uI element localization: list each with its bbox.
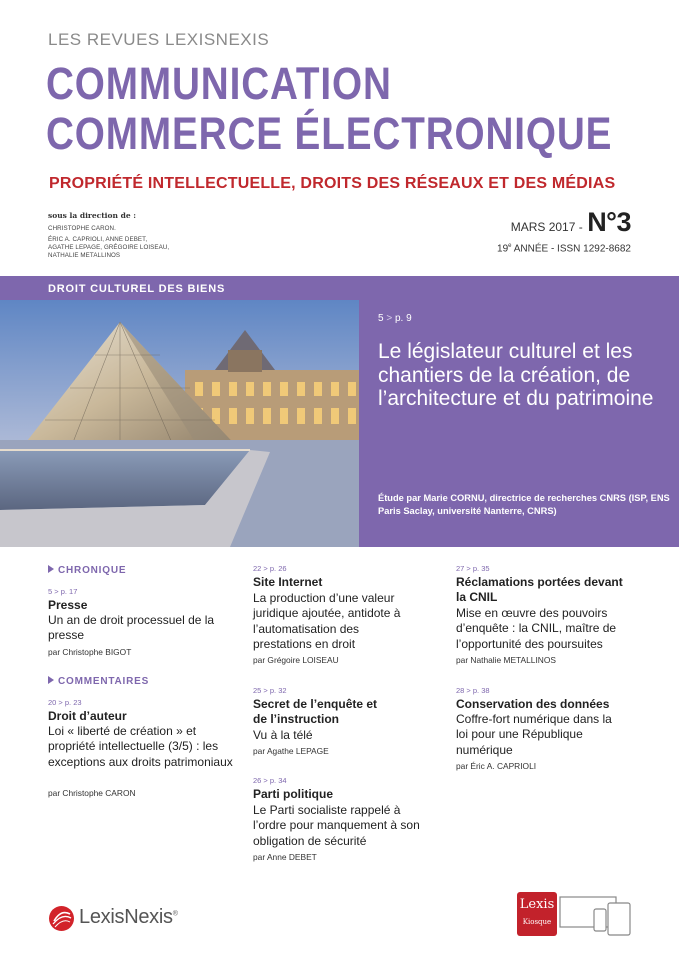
article-ref: 22 > p. 26 — [253, 564, 287, 573]
article-author: par Grégoire LOISEAU — [253, 655, 339, 665]
issue-number: N°3 — [587, 207, 631, 237]
article-head[interactable]: Réclamations portées devant la CNIL — [456, 575, 623, 604]
article-body: La production d’une valeur juridique ajoutée, antidote à l’automatisation des prestations en droit — [253, 591, 401, 651]
article-head[interactable]: Parti politique — [253, 787, 334, 801]
article-ref: 28 > p. 38 — [456, 686, 490, 695]
article-ref: 25 > p. 32 — [253, 686, 287, 695]
article-body: Le Parti socialiste rappelé à l’ordre pour manquement à son obligation de sécurité — [253, 803, 420, 848]
article-body: Mise en œuvre des pouvoirs d’enquête : la CNIL, maître de l’opportunité des poursuites — [456, 606, 617, 651]
cover-photo-louvre — [0, 300, 359, 547]
feature-ref-num: 5 — [378, 313, 384, 324]
article-head[interactable]: Conservation des données — [456, 697, 610, 711]
issue-date: MARS 2017 - — [510, 220, 583, 234]
article-head[interactable]: Site Internet — [253, 575, 323, 589]
triangle-bullet-icon — [48, 565, 54, 573]
feature-ref-page: p. 9 — [394, 313, 412, 324]
direction-line: ÉRIC A. CAPRIOLI, ANNE DEBET, — [48, 236, 148, 243]
lexisnexis-logo-text — [79, 906, 178, 929]
journal-subtitle: PROPRIÉTÉ INTELLECTUELLE, DROITS DES RÉSEAUX ET DES MÉDIAS — [49, 175, 616, 192]
article-author: par Éric A. CAPRIOLI — [456, 761, 537, 771]
device-icons — [558, 895, 633, 939]
feature-byline: Étude par Marie CORNU, directrice de recherches CNRS (ISP, ENS Paris Saclay, université Nanterre, CNRS) — [378, 493, 670, 516]
article-ref: 26 > p. 34 — [253, 776, 287, 785]
article-body: Vu à la télé — [253, 728, 313, 742]
feature-title[interactable]: Le législateur culturel et les chantiers de la création, de l’architecture et du patrimoine — [378, 340, 654, 410]
direction-line: NATHALIE METALLINOS — [48, 252, 121, 259]
logo-wordmark: LexisNexis — [79, 906, 173, 928]
logo-registered: ® — [172, 910, 178, 918]
issue-year-rest: ANNÉE - ISSN 1292-8682 — [511, 243, 631, 255]
article-head[interactable]: Secret de l’enquête et de l’instruction — [253, 697, 378, 726]
kiosque-label-2: Kiosque — [522, 918, 552, 926]
direction-line: AGATHE LEPAGE, GRÉGOIRE LOISEAU, — [48, 244, 170, 251]
kiosque-label-1: Lexis — [519, 897, 555, 912]
section-commentaires — [48, 676, 149, 687]
issue-year — [497, 243, 631, 254]
section-label: CHRONIQUE — [58, 565, 127, 576]
journal-title-line1: COMMUNICATION — [46, 58, 392, 109]
article-ref: 27 > p. 35 — [456, 564, 490, 573]
article-ref: 20 > p. 23 — [48, 698, 82, 707]
direction-line: CHRISTOPHE CARON. — [48, 225, 116, 232]
article-head[interactable]: Droit d’auteur — [48, 709, 127, 723]
article-author: par Anne DEBET — [253, 852, 317, 862]
article-author: par Christophe BIGOT — [48, 647, 132, 657]
direction-label: sous la direction de : — [48, 211, 136, 220]
triangle-bullet-icon — [48, 676, 54, 684]
feature-ref[interactable] — [378, 313, 412, 324]
article-body: Un an de droit processuel de la presse — [48, 613, 215, 643]
article-body: Loi « liberté de création » et propriété intellectuelle (3/5) : les exceptions aux droits patrimoniaux — [48, 724, 233, 769]
article-author: par Agathe LEPAGE — [253, 746, 329, 756]
issue-year-sup: e — [508, 243, 512, 249]
section-banner-label: DROIT CULTUREL DES BIENS — [48, 283, 226, 295]
article-head[interactable]: Presse — [48, 598, 88, 612]
article-author: par Nathalie METALLINOS — [456, 655, 556, 665]
article-ref: 5 > p. 17 — [48, 587, 78, 596]
feature-ref-arrow: > — [386, 313, 393, 324]
issue-info — [511, 207, 631, 238]
article-author: par Christophe CARON — [48, 788, 136, 798]
journal-title-line2: COMMERCE ÉLECTRONIQUE — [46, 108, 613, 159]
lexisnexis-logo-icon — [48, 905, 75, 932]
issue-year-num: 19 — [497, 243, 509, 255]
phone-icon — [594, 909, 606, 931]
section-chronique — [48, 565, 126, 576]
article-body: Coffre-fort numérique dans la loi pour une République numérique — [456, 712, 612, 757]
series-name: LES REVUES LEXISNEXIS — [48, 30, 270, 49]
tablet-icon — [608, 903, 630, 935]
section-label: COMMENTAIRES — [58, 676, 150, 687]
louvre-illustration — [0, 300, 359, 547]
